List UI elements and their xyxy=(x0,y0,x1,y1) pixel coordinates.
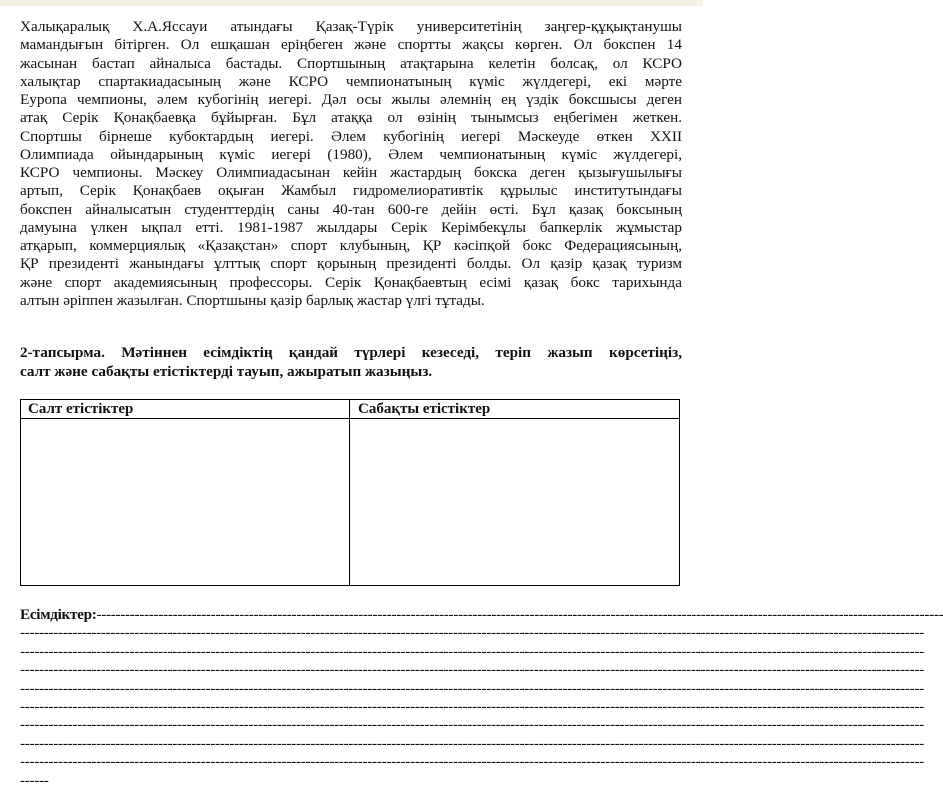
transitive-verbs-cell[interactable] xyxy=(350,419,679,586)
passage-line: және спорт академиясының профессоры. Серік Қонақбаевтың есімі қазақ бокс тарихында xyxy=(20,274,682,292)
passage-line: мамандығын бітірген. Ол ешқашан еріңбеген және спортты жақсы көрген. Ол бокспен 14 xyxy=(20,36,682,54)
verbs-table xyxy=(20,399,680,586)
answer-dash-line[interactable]: ---------------------------------------------------------------------------------------------------------------------------------------------------------------------------------------------- xyxy=(20,716,682,734)
top-band xyxy=(0,0,703,6)
answer-dashes: ---------------------------------------------------------------------------------------------------------------------------------------------------------------------------------- xyxy=(97,606,943,623)
intransitive-verbs-cell[interactable] xyxy=(21,419,349,586)
passage-line: Спортшы бірнеше кубоктардың иегері. Әлем кубогінің иегері Мәскеуде өткен XXII xyxy=(20,128,682,146)
passage-line: КСРО чемпионы. Мәскеу Олимпиадасынан кейін жастардың бокска деген қызығушылығы xyxy=(20,164,682,182)
reading-passage xyxy=(20,18,682,310)
passage-line: Халықаралық Х.А.Яссауи атындағы Қазақ-Түрік университетінің заңгер-құқықтанушы xyxy=(20,18,682,36)
passage-line: ҚР президенті жанындағы ұлттық спорт қорының президенті болды. Ол қазір қазақ туризм xyxy=(20,255,682,273)
task-instructions xyxy=(20,344,682,381)
passage-line: дамуына үлкен ықпал етті. 1981-1987 жылдары Серік Керімбекұлы бапкерлік жұмыстар xyxy=(20,219,682,237)
answer-dash-line[interactable]: ---------------------------------------------------------------------------------------------------------------------------------------------------------------------------------------------- xyxy=(20,698,682,716)
answer-dash-line[interactable]: ---------------------------------------------------------------------------------------------------------------------------------------------------------------------------------------------- xyxy=(20,624,682,642)
task-line-2: салт және сабақты етістіктерді тауып, ажыратып жазыңыз. xyxy=(20,363,682,382)
passage-line: жасынан бастап айналыса бастады. Спортшының атақтарына келетін болсақ, ол КСРО xyxy=(20,55,682,73)
passage-line: халықтар спартакиадасының және КСРО чемпионатының күміс жүлдегері, екі мәрте xyxy=(20,73,682,91)
passage-line: Олимпиада ойындарының күміс иегері (1980), Әлем чемпионатының күміс жүлдегері, xyxy=(20,146,682,164)
intransitive-verbs-header: Салт етістіктер xyxy=(28,401,133,418)
pronouns-label-line xyxy=(20,606,682,624)
answer-dash-line[interactable]: ---------------------------------------------------------------------------------------------------------------------------------------------------------------------------------------------- xyxy=(20,661,682,679)
answer-dash-line[interactable]: ---------------------------------------------------------------------------------------------------------------------------------------------------------------------------------------------- xyxy=(20,753,682,771)
passage-line: атқарып, коммерциялық «Қазақстан» спорт клубының, ҚР кәсіпқой бокс Федерациясының, xyxy=(20,237,682,255)
pronouns-answer-area xyxy=(20,606,682,790)
passage-line: атақ Серік Қонақбаевқа бұйырған. Бұл атаққа ол өзінің тынымсыз еңбегімен жеткен. xyxy=(20,109,682,127)
task-line-1: 2-тапсырма. Мәтіннен есімдіктің қандай түрлері кезеседі, теріп жазып көрсетіңіз, xyxy=(20,344,682,363)
pronouns-label: Есімдіктер: xyxy=(20,606,97,623)
answer-dash-line[interactable]: ---------------------------------------------------------------------------------------------------------------------------------------------------------------------------------------------- xyxy=(20,680,682,698)
transitive-verbs-header: Сабақты етістіктер xyxy=(358,401,490,418)
passage-line: артып, Серік Қонақбаев оқыған Жамбыл гидромелиоративтік құрылыс институтындағы xyxy=(20,182,682,200)
passage-line: Еуропа чемпионы, әлем кубогінің иегері. Дәл осы жылы әлемнің ең үздік боксшысы деген xyxy=(20,91,682,109)
passage-line: бокспен айналысатын студенттердің саны 40-тан 600-ге дейін өсті. Бұл қазақ боксының xyxy=(20,201,682,219)
answer-dash-line-end[interactable]: ------ xyxy=(20,772,60,790)
passage-line: алтын әріппен жазылған. Спортшыны қазір барлық жастар үлгі тұтады. xyxy=(20,292,682,310)
answer-dash-line[interactable]: ---------------------------------------------------------------------------------------------------------------------------------------------------------------------------------------------- xyxy=(20,643,682,661)
answer-dash-line[interactable]: ---------------------------------------------------------------------------------------------------------------------------------------------------------------------------------------------- xyxy=(20,735,682,753)
